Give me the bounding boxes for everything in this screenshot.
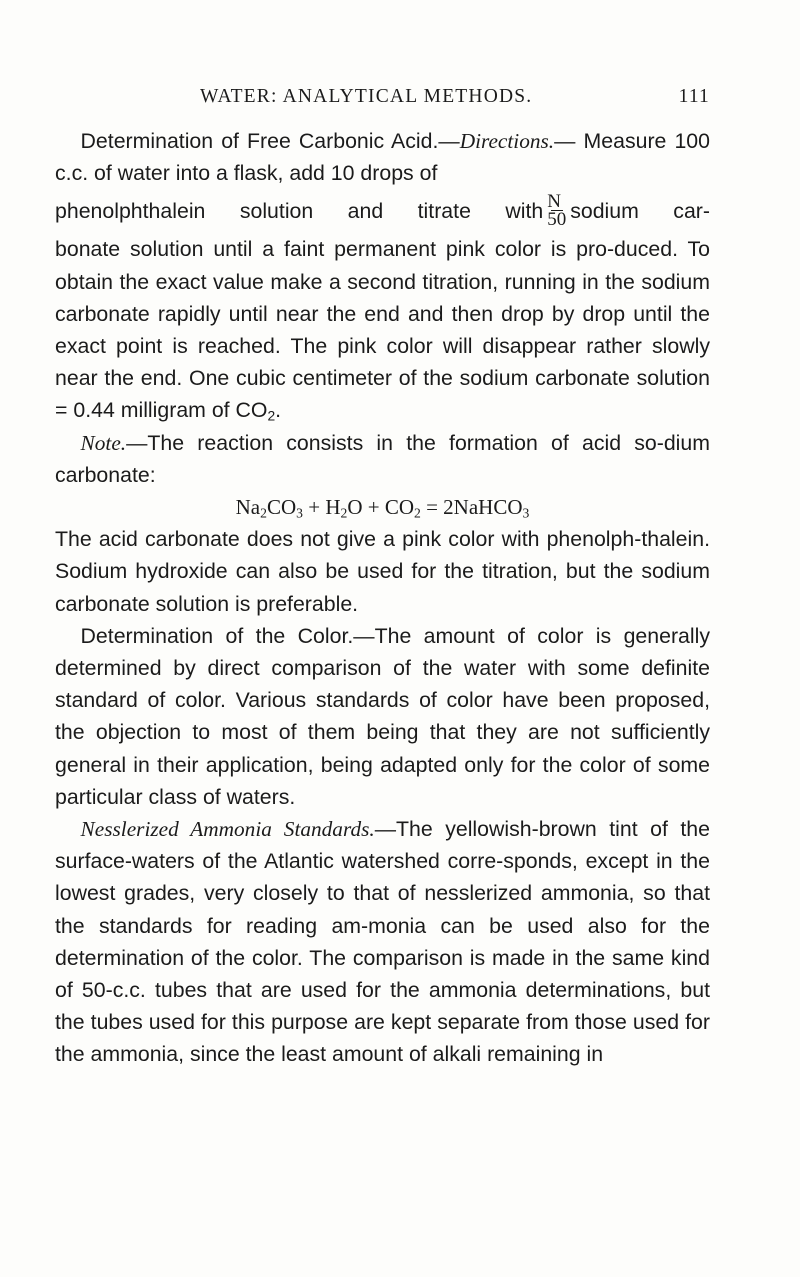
chemical-equation (55, 491, 710, 523)
equation-subscript: 2 (414, 505, 421, 521)
equation-subscript: 3 (296, 505, 303, 521)
equation-subscript: 2 (340, 505, 348, 521)
fraction-denominator: 50 (547, 209, 567, 231)
paragraph-text: phenolphthalein solution and titrate with (55, 199, 544, 224)
paragraph-text: Measure 100 c.c. of water into a flask, add 10 drops of (55, 129, 710, 186)
equation-part: Na (235, 495, 261, 520)
paragraph-continuation (55, 233, 710, 426)
equation-part: O + CO (347, 495, 415, 520)
equation-subscript: 3 (522, 505, 530, 521)
co2-subscript: 2 (267, 407, 276, 424)
paragraph-text: sodium car- (570, 199, 710, 224)
fraction-numerator: N (547, 191, 561, 213)
paragraph-note (55, 427, 710, 491)
titration-line (55, 189, 710, 233)
equation-part: = 2NaHCO (420, 495, 523, 520)
equation-subscript: 2 (260, 505, 267, 521)
directions-label: Directions. (459, 129, 555, 153)
page-number: 111 (678, 86, 710, 107)
dash: — (554, 129, 576, 153)
paragraph-text: bonate solution until a faint permanent pink color is pro-duced. To obtain the exact value make a second titration, running in the sodium carbonate rapidly until near the end and then drop by drop until the exact point is reached. The pink color will disappear rather slowly near the end. One cubic centimeter of the sodium carbonate solution = 0.44 milligram of CO (55, 237, 710, 423)
page-body (55, 125, 710, 1071)
paragraph-text: . (275, 398, 282, 423)
fraction-n-over-50 (547, 191, 567, 231)
nesslerized-label: Nesslerized Ammonia Standards. (80, 817, 375, 842)
equation-part: CO (266, 495, 297, 520)
section-heading-free-carbonic-acid: Determination of Free Carbonic Acid. (80, 129, 439, 153)
paragraph-text: —The amount of color is generally determined by direct comparison of the water with some definite standard of color. Various standards of color have been proposed, the objection to most of them being that they are not sufficiently general in their application, being adapted only for the color of some particular class of waters. (55, 623, 711, 809)
equation-part: + H (302, 495, 341, 520)
note-label: Note. (80, 430, 127, 455)
paragraph-nesslerized (55, 813, 710, 1071)
note-text: —The reaction consists in the formation of acid so-dium carbonate: (55, 430, 710, 487)
paragraph-text: —The yellowish-brown tint of the surface-waters of the Atlantic watershed corre-sponds, except in the lowest grades, very closely to that of nesslerized ammonia, so that the standards for reading am-monia can be used also for the determination of the color. The comparison is made in the same kind of 50-c.c. tubes that are used for the ammonia determinations, but the tubes used for this purpose are kept separate from those used for the ammonia, since the least amount of alkali remaining in (55, 817, 710, 1067)
running-head-title: WATER: ANALYTICAL METHODS. (200, 86, 533, 107)
paragraph-acid-carbonate: The acid carbonate does not give a pink color with phenolph-thalein. Sodium hydroxide can also be used for the titration, but the sodium carbonate solution is preferable. (55, 527, 710, 616)
dash: — (438, 129, 460, 153)
section-heading-color: Determination of the Color. (80, 623, 354, 648)
paragraph-color (55, 620, 710, 813)
paragraph-free-carbonic-acid (55, 125, 710, 189)
